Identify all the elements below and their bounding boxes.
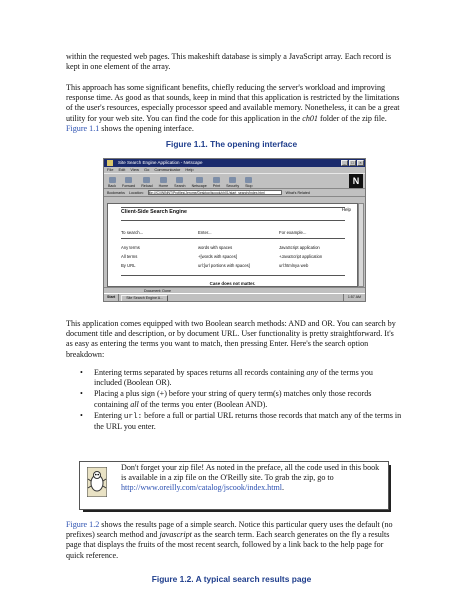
item-emphasis: all [130,399,139,409]
note-end: . [282,483,285,493]
minimize-icon: _ [341,160,348,166]
tool-search [174,177,185,188]
taskbar-item: Site Search Engine A... [121,295,168,302]
window-controls [341,160,364,166]
window-titlebar [104,159,365,167]
note-text [121,463,385,493]
intro-p2-text-c: shows the opening interface. [99,123,194,133]
list-item [66,411,402,432]
tool-label: Forward [122,184,136,188]
tip-note-box [79,461,389,510]
figure-1-screenshot [103,158,366,302]
menu-go: Go [143,167,150,172]
home-icon [160,177,167,183]
item-code: url: [123,412,143,421]
page-content [107,203,358,287]
bug-icon [87,467,107,497]
menu-communicator: Communicator [154,167,181,172]
header-to-search: To search... [121,230,144,235]
tool-forward [122,177,135,188]
status-bar: Document: Done [104,287,365,294]
tool-back [108,177,116,188]
item-text: of the terms you included (Boolean OR). [94,368,373,388]
intro-paragraph-2 [66,83,402,134]
oreilly-link[interactable]: http://www.oreilly.com/catalog/jscook/index.html [121,483,283,493]
stop-icon [245,177,252,183]
figure-1-2-link[interactable]: Figure 1.2 [66,520,100,529]
netscape-icon [196,177,203,183]
close-icon: × [357,160,364,166]
tool-label: Netscape [191,184,207,188]
body-paragraph-3 [66,319,402,360]
list-item [66,389,402,409]
menu-help: Help [185,167,194,172]
header-enter: Enter... [198,230,212,235]
tool-home [159,177,169,188]
row-url-enter: url:[url portions with spaces] [198,263,250,268]
tool-reload [141,177,152,188]
help-link: Help [341,207,351,212]
closing-paragraph [66,520,402,561]
forward-icon [125,177,132,183]
row-url-label: By URL [121,263,136,268]
divider [121,238,345,239]
location-field: file:///C|/WINNT/Profiles/Jerome/Desktop/jscook/ch01/start_search/index.html [148,190,282,195]
divider [121,275,345,276]
lock-icon [229,177,236,183]
scrollbar [358,203,364,287]
menu-file: File [107,167,114,172]
netscape-logo: N [349,174,363,188]
closing-text-b: as the search term. Each search generates on the fly a results page that displays the fruits of the most recent search, followed by a link back to the help page for quick reference. [66,530,390,560]
closing-emphasis: javascript [159,530,192,540]
tool-security [226,177,239,188]
item-emphasis: any [306,368,319,377]
print-icon [213,177,220,183]
tool-label: Back [108,184,116,188]
menu-view: View [130,167,139,172]
bookmarks-label: Bookmarks [107,190,125,195]
window-title: Site Search Engine Application - Netscape [118,160,203,165]
reload-icon [143,177,150,183]
nav-toolbar [104,173,365,189]
intro-p2-text-b: folder of the zip file. [317,113,387,123]
start-button: Start [104,294,119,301]
location-bar [104,189,365,197]
intro-paragraph-1 [66,52,402,72]
clock: 1:57 AM [343,294,365,301]
row-any-enter: words with spaces [198,245,233,250]
case-note: Case does not matter. [209,281,256,286]
row-url-example: url:htmlnya web [279,263,309,268]
taskbar [104,293,365,301]
closing-text: shows the results page of a simple search. Notice this particular query uses the default (no prefixes) search method and [66,520,393,540]
whats-related: What's Related [285,190,310,195]
row-all-enter: +[words with spaces] [198,254,237,259]
tool-label: Home [158,184,169,188]
tool-netscape [192,177,207,188]
search-icon [176,177,183,183]
item-text: of the terms you enter (Boolean AND). [138,399,268,409]
row-all-label: All terms [121,254,138,259]
tool-label: Security [226,184,240,188]
divider [121,207,345,208]
location-label: Location: [128,190,144,195]
item-text: before a full or partial URL returns those records that match any of the terms in the URL you enter. [94,410,402,432]
divider [121,220,345,221]
figure-1-1-link[interactable]: Figure 1.1 [66,123,100,133]
tool-label: Reload [141,184,153,188]
header-example: For example... [279,230,307,235]
intro-p1-text: within the requested web pages. This makeshift database is simply a JavaScript array. Each record is kept in one element of the array. [66,52,391,72]
menu-edit: Edit [118,167,126,172]
note-body: Don't forget your zip file! As noted in the preface, all the code used in this book is available in a zip file on the O'Reilly site. To grab the zip, go to [121,463,380,483]
row-any-example: JavaScript application [279,245,320,250]
list-item [66,368,402,388]
folder-name: ch01 [302,113,318,123]
item-text: Entering [94,410,124,420]
body-p3-text: This application comes equipped with two Boolean search methods: AND and OR. You can search by document title and description, or by document URL. User functionality is pretty straightforward. It's as easy as entering the terms you want to match, then pressing Enter. Here's the search option breakdown: [66,319,396,359]
row-any-label: Any terms [121,245,140,250]
figure-1-caption: Figure 1.1. The opening interface [165,139,298,149]
row-all-example: +JavaScript application [279,254,323,259]
tool-label: Print [212,184,221,188]
netscape-app-icon [107,160,113,166]
tool-label: Search [174,184,186,188]
tool-stop [245,177,252,188]
intro-p2-text: This approach has some significant benefits, chiefly reducing the server's workload and improving response time. As good as that sounds, keep in mind that this application is restricted by the limitations of the user's resources, especially processor speed and available memory. Nonetheless, it can be a great utility for your web site. You can find the code for this application in the [66,83,400,123]
tool-label: Stop [245,184,253,188]
item-text: Entering terms separated by spaces returns all records containing [94,368,307,377]
search-engine-title: Client-Side Search Engine [121,209,187,215]
figure-2-caption: Figure 1.2. A typical search results page [151,574,312,584]
tool-print [213,177,220,188]
maximize-icon: □ [349,160,356,166]
item-text: Placing a plus sign (+) before your string of query term(s) matches only those records containing [94,389,372,409]
back-icon [109,177,116,183]
search-option-list [66,368,402,433]
